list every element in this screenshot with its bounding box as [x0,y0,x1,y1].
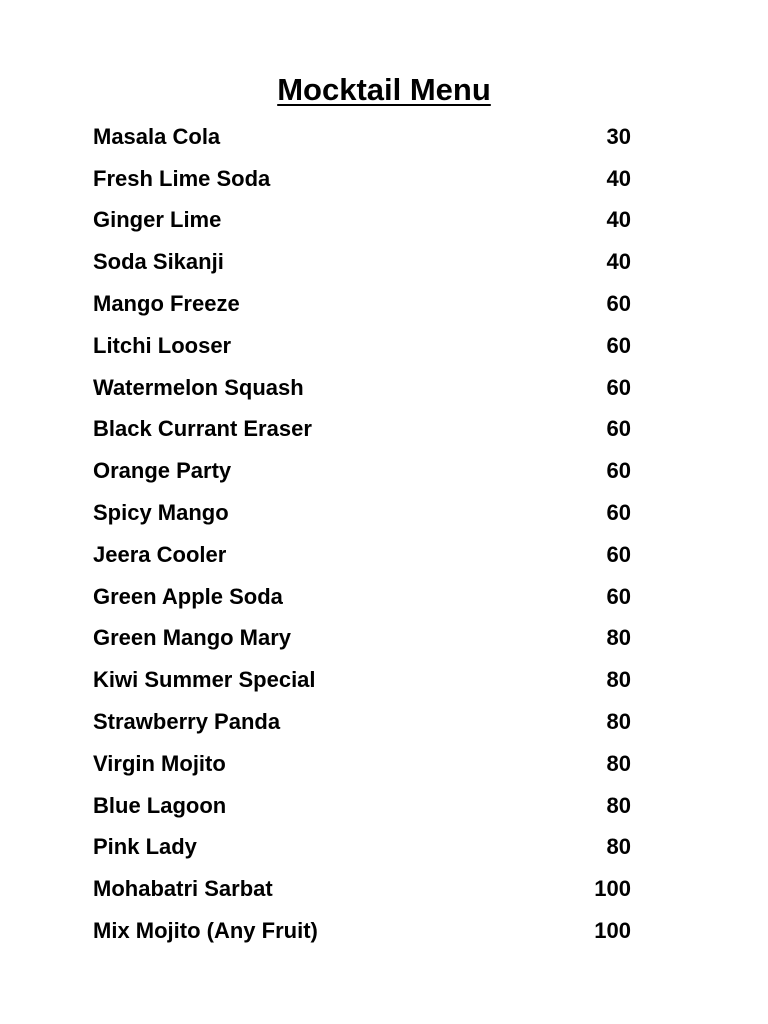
menu-item-name: Watermelon Squash [93,374,304,400]
menu-item-name: Masala Cola [93,123,221,149]
menu-item [93,576,631,618]
menu-item-price: 60 [606,374,631,400]
menu-list [93,116,631,952]
menu-item-price: 60 [606,332,631,358]
menu-item [93,868,631,910]
menu-item-name: Virgin Mojito [93,750,226,776]
menu-item-price: 60 [606,416,631,442]
menu-item-price: 40 [606,165,631,191]
menu-item [93,910,631,952]
menu-item-price: 80 [606,792,631,818]
menu-item-name: Green Mango Mary [93,625,292,651]
menu-item-name: Kiwi Summer Special [93,667,316,693]
menu-item-price: 60 [606,541,631,567]
menu-item [93,785,631,827]
menu-item-price: 80 [606,709,631,735]
menu-item [93,200,631,242]
menu-item-price: 60 [606,500,631,526]
menu-item [93,659,631,701]
menu-item [93,743,631,785]
page-title-text: Mocktail Menu [277,72,491,107]
menu-item-name: Pink Lady [93,834,197,860]
menu-item-name: Jeera Cooler [93,541,227,567]
menu-item [93,618,631,660]
menu-item-name: Green Apple Soda [93,583,283,609]
menu-item-name: Blue Lagoon [93,792,227,818]
menu-item-name: Soda Sikanji [93,249,224,275]
menu-item-price: 80 [606,625,631,651]
menu-item-price: 60 [606,291,631,317]
menu-item [93,283,631,325]
menu-item-name: Spicy Mango [93,500,229,526]
menu-item-price: 80 [606,667,631,693]
menu-item-name: Mango Freeze [93,291,240,317]
menu-item [93,158,631,200]
menu-item-price: 100 [594,918,631,944]
menu-item-price: 80 [606,750,631,776]
menu-item [93,450,631,492]
menu-item-price: 60 [606,583,631,609]
menu-item-name: Mix Mojito (Any Fruit) [93,918,318,944]
menu-item-name: Mohabatri Sarbat [93,876,273,902]
menu-item-name: Ginger Lime [93,207,222,233]
menu-item [93,534,631,576]
menu-item-name: Fresh Lime Soda [93,165,271,191]
menu-item-name: Black Currant Eraser [93,416,312,442]
menu-item [93,241,631,283]
menu-item [93,409,631,451]
menu-item-price: 80 [606,834,631,860]
menu-item-name: Strawberry Panda [93,709,281,735]
menu-item [93,827,631,869]
menu-item [93,701,631,743]
page-title [0,70,768,110]
menu-item-price: 60 [606,458,631,484]
menu-item [93,492,631,534]
menu-item [93,367,631,409]
menu-item [93,325,631,367]
menu-item-price: 30 [606,123,631,149]
menu-item-price: 40 [606,249,631,275]
menu-item [93,116,631,158]
menu-item-price: 100 [594,876,631,902]
menu-item-name: Orange Party [93,458,232,484]
menu-item-price: 40 [606,207,631,233]
menu-item-name: Litchi Looser [93,332,232,358]
